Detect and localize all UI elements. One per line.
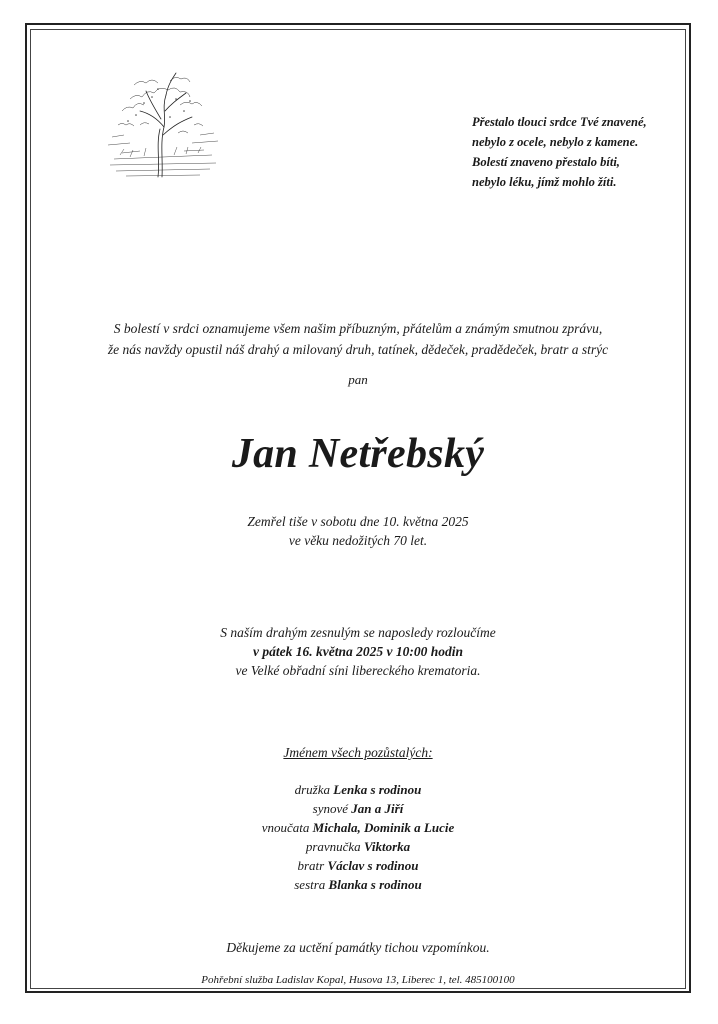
farewell-date-time: v pátek 16. května 2025 v 10:00 hodin [253,644,463,659]
mourner-relation: sestra [294,877,326,892]
honorific: pan [348,372,368,387]
mourner-names: Jan a Jiří [351,801,404,816]
mourner-row [30,818,686,837]
death-date-line: Zemřel tiše v sobotu dne 10. května 2025 [247,514,469,529]
mourner-row [30,837,686,856]
mourner-row [30,875,686,894]
poem-line: nebylo léku, jímž mohlo žíti. [472,175,617,189]
mourner-row [30,780,686,799]
mourners-heading: Jménem všech pozůstalých: [283,745,433,760]
memorial-poem [472,112,687,192]
mourner-names: Viktorka [363,839,411,854]
thanks-line: Děkujeme za uctění památky tichou vzpomínkou. [226,940,490,955]
mourners-list [30,780,686,894]
age-line: ve věku nedožitých 70 let. [288,533,428,548]
poem-line: Přestalo tlouci srdce Tvé znavené, [472,115,647,129]
mourner-relation: družka [294,782,330,797]
mourner-relation: pravnučka [305,839,361,854]
farewell-details [30,623,686,680]
mourner-names: Lenka s rodinou [333,782,422,797]
announcement-text [30,318,686,360]
deceased-name: Jan Netřebský [231,431,485,477]
mourner-names: Michala, Dominik a Lucie [312,820,455,835]
poem-line: nebylo z ocele, nebylo z kamene. [472,135,639,149]
farewell-venue: ve Velké obřadní síni libereckého krematoria. [235,663,481,678]
poem-line: Bolestí znaveno přestalo bíti, [472,155,620,169]
mourner-names: Václav s rodinou [327,858,419,873]
mourner-relation: synové [312,801,349,816]
farewell-line-1: S naším drahým zesnulým se naposledy rozloučíme [220,625,496,640]
mourner-relation: bratr [297,858,325,873]
funeral-service-footer: Pohřební služba Ladislav Kopal, Husova 13, Liberec 1, tel. 485100100 [201,974,515,986]
mourner-relation: vnoučata [261,820,310,835]
tree-illustration [100,55,226,183]
announcement-line-2: že nás navždy opustil náš drahý a milovaný druh, tatínek, dědeček, pradědeček, bratr a strýc [107,342,609,357]
mourner-row [30,799,686,818]
mourner-names: Blanka s rodinou [328,877,422,892]
death-details [30,512,686,550]
mourner-row [30,856,686,875]
announcement-line-1: S bolestí v srdci oznamujeme všem našim příbuzným, přátelům a známým smutnou zprávu, [113,321,603,336]
